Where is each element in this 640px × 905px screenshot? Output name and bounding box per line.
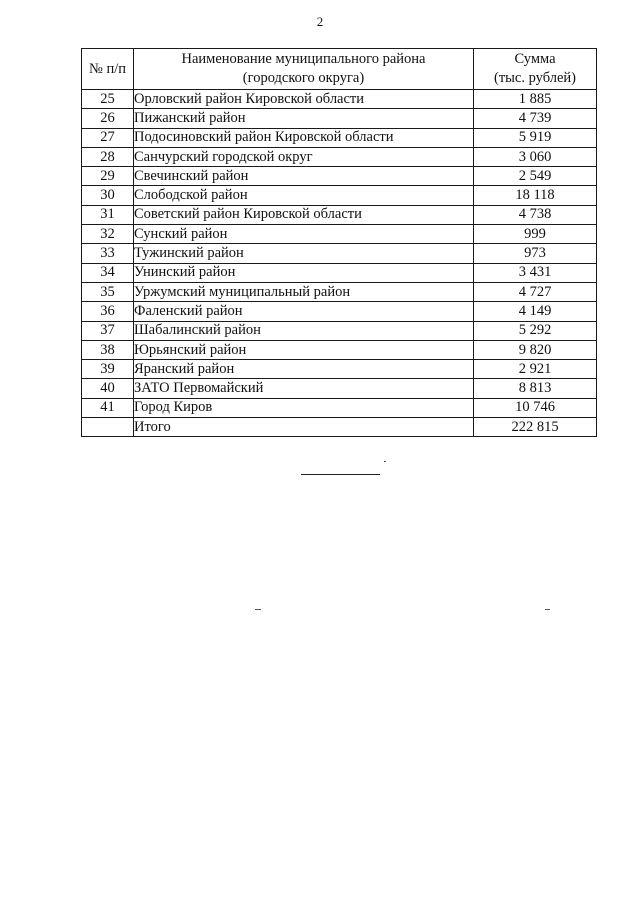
row-number-cell: 30 — [82, 186, 134, 205]
table-row — [82, 360, 597, 379]
table-row — [82, 90, 597, 109]
amount-cell: 2 921 — [474, 360, 597, 379]
table-header-row — [82, 49, 597, 90]
row-number-cell: 37 — [82, 321, 134, 340]
row-number-cell: 41 — [82, 398, 134, 417]
column-header-name-line2: (городского округа) — [242, 70, 365, 86]
column-header-number: № п/п — [82, 49, 134, 90]
scan-speck — [255, 609, 261, 610]
district-name-cell: Город Киров — [134, 398, 474, 417]
amount-cell: 4 727 — [474, 282, 597, 301]
table-row — [82, 147, 597, 166]
table-row — [82, 109, 597, 128]
row-number-cell: 34 — [82, 263, 134, 282]
district-name-cell: Подосиновский район Кировской области — [134, 128, 474, 147]
table-row — [82, 340, 597, 359]
amount-cell: 1 885 — [474, 90, 597, 109]
district-name-cell: Сунский район — [134, 225, 474, 244]
table-row — [82, 321, 597, 340]
amount-cell: 4 738 — [474, 205, 597, 224]
table-row — [82, 167, 597, 186]
amount-cell: 999 — [474, 225, 597, 244]
table-row — [82, 205, 597, 224]
district-name-cell: Санчурский городской округ — [134, 147, 474, 166]
row-number-cell: 31 — [82, 205, 134, 224]
table-row — [82, 379, 597, 398]
column-header-sum-line2: (тыс. рублей) — [494, 70, 576, 86]
total-sum-cell: 222 815 — [474, 418, 597, 437]
row-number-cell: 26 — [82, 109, 134, 128]
district-name-cell: Свечинский район — [134, 167, 474, 186]
table-row — [82, 302, 597, 321]
amount-cell: 5 919 — [474, 128, 597, 147]
row-number-cell: 38 — [82, 340, 134, 359]
district-name-cell: Шабалинский район — [134, 321, 474, 340]
row-number-cell: 39 — [82, 360, 134, 379]
row-number-cell: 33 — [82, 244, 134, 263]
amount-cell: 8 813 — [474, 379, 597, 398]
table-row — [82, 244, 597, 263]
row-number-cell: 29 — [82, 167, 134, 186]
table-body — [82, 90, 597, 418]
scan-speck — [545, 609, 550, 610]
district-name-cell: Советский район Кировской области — [134, 205, 474, 224]
amount-cell: 3 060 — [474, 147, 597, 166]
amount-cell: 4 149 — [474, 302, 597, 321]
table-row — [82, 225, 597, 244]
column-header-sum — [474, 49, 597, 90]
district-name-cell: Пижанский район — [134, 109, 474, 128]
column-header-name-line1: Наименование муниципального района — [181, 51, 426, 67]
page-number: 2 — [316, 14, 324, 29]
row-number-cell: 27 — [82, 128, 134, 147]
district-name-cell: Слободской район — [134, 186, 474, 205]
scan-speck — [384, 461, 386, 462]
amount-cell: 9 820 — [474, 340, 597, 359]
table-row — [82, 398, 597, 417]
district-name-cell: Тужинский район — [134, 244, 474, 263]
total-number-cell — [82, 418, 134, 437]
table-row — [82, 128, 597, 147]
table-total-row — [82, 418, 597, 437]
row-number-cell: 36 — [82, 302, 134, 321]
row-number-cell: 28 — [82, 147, 134, 166]
end-of-document-line — [301, 474, 380, 475]
table-row — [82, 186, 597, 205]
district-name-cell: Юрьянский район — [134, 340, 474, 359]
amount-cell: 5 292 — [474, 321, 597, 340]
column-header-name — [134, 49, 474, 90]
row-number-cell: 40 — [82, 379, 134, 398]
total-label-cell: Итого — [134, 418, 474, 437]
budget-table — [81, 48, 597, 437]
district-name-cell: Фаленский район — [134, 302, 474, 321]
amount-cell: 18 118 — [474, 186, 597, 205]
table-row — [82, 263, 597, 282]
district-name-cell: Уржумский муниципальный район — [134, 282, 474, 301]
row-number-cell: 25 — [82, 90, 134, 109]
row-number-cell: 35 — [82, 282, 134, 301]
district-name-cell: Унинский район — [134, 263, 474, 282]
amount-cell: 2 549 — [474, 167, 597, 186]
amount-cell: 10 746 — [474, 398, 597, 417]
amount-cell: 973 — [474, 244, 597, 263]
district-name-cell: Орловский район Кировской области — [134, 90, 474, 109]
district-name-cell: Яранский район — [134, 360, 474, 379]
table-row — [82, 282, 597, 301]
amount-cell: 4 739 — [474, 109, 597, 128]
amount-cell: 3 431 — [474, 263, 597, 282]
column-header-sum-line1: Сумма — [514, 51, 556, 67]
district-name-cell: ЗАТО Первомайский — [134, 379, 474, 398]
row-number-cell: 32 — [82, 225, 134, 244]
